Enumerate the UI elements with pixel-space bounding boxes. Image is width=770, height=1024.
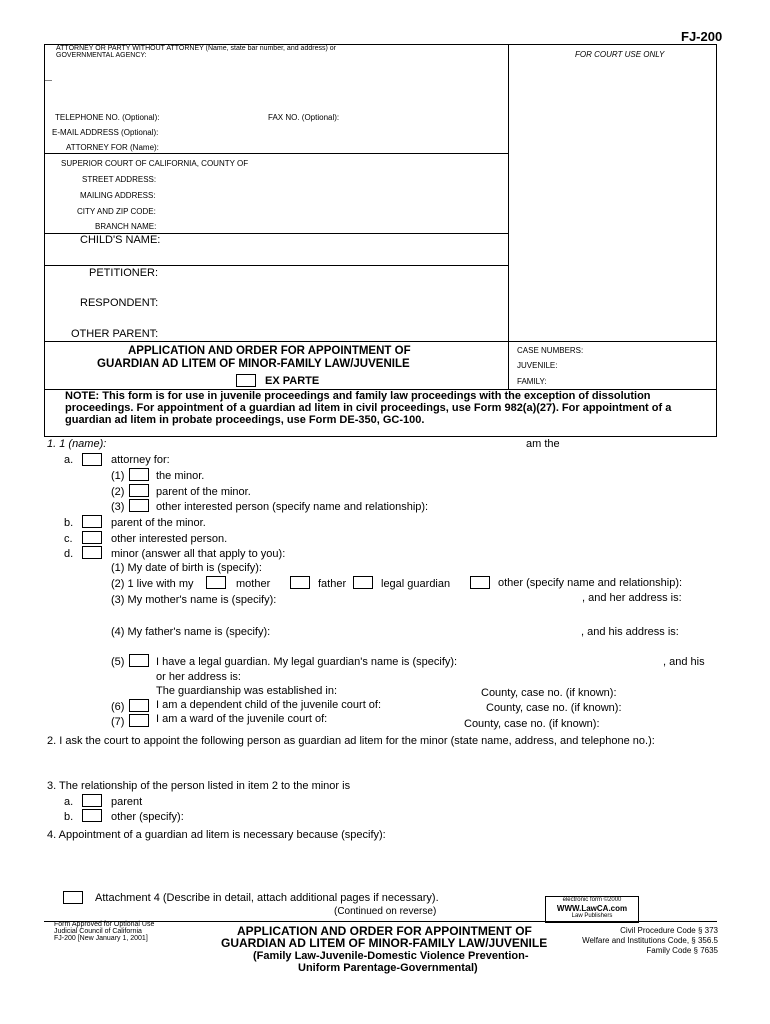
street-label: STREET ADDRESS: [82,175,157,184]
case-numbers-label: CASE NUMBERS: [517,346,584,355]
item1-intro: 1. 1 (name): [47,438,107,450]
footer-title-line4: Uniform Parentage-Governmental) [298,962,478,974]
item1c-checkbox[interactable] [82,531,102,544]
other-parent-label: OTHER PARENT: [71,328,159,340]
legal-guardian-checkbox[interactable] [353,576,373,589]
attachment-text: Attachment 4 (Describe in detail, attach additional pages if necessary). [95,892,439,904]
am-the-label: am the [526,438,560,450]
mailing-label: MAILING ADDRESS: [80,191,156,200]
ex-parte-checkbox[interactable] [236,374,256,387]
attorney-label: ATTORNEY OR PARTY WITHOUT ATTORNEY (Name, state bar number, and address) or GOVERNMENTAL AGENCY: [56,45,336,59]
court-use-label: FOR COURT USE ONLY [575,50,665,59]
item1d-checkbox[interactable] [82,546,102,559]
the-minor-checkbox[interactable] [129,468,149,481]
item3-parent-checkbox[interactable] [82,794,102,807]
item3-other-checkbox[interactable] [82,809,102,822]
juvenile-label: JUVENILE: [517,361,558,370]
publisher-stamp: electronic form ©2000 WWW.LawCA.com Law Publishers [545,896,639,923]
item1b-checkbox[interactable] [82,515,102,528]
note-line2: proceedings. For appointment of a guardian ad litem in civil proceedings, use Form 982(a)(27). For appointment of a [65,402,672,414]
ward-checkbox[interactable] [129,714,149,727]
parent-of-minor-checkbox[interactable] [129,484,149,497]
note-line1: NOTE: This form is for use in juvenile proceedings and family law proceedings with the exception of dissolution [65,390,651,402]
father-checkbox[interactable] [290,576,310,589]
fathers-name-label: (4) My father's name is (specify): [111,626,271,638]
approval-block: Form Approved for Optional Use Judicial Council of California FJ-200 [New January 1, 2001] [54,921,155,942]
title-line2: GUARDIAN AD LITEM OF MINOR-FAMILY LAW/JUVENILE [97,358,410,370]
title-line1: APPLICATION AND ORDER FOR APPOINTMENT OF [128,345,411,357]
header-left-border [44,44,45,437]
attorney-for-label: ATTORNEY FOR (Name): [66,143,159,152]
note-line3: guardian ad litem in probate proceedings, use Form DE-350, GC-100. [65,414,425,426]
other-relationship-checkbox[interactable] [470,576,490,589]
mother-checkbox[interactable] [206,576,226,589]
email-label: E-MAIL ADDRESS (Optional): [52,128,159,137]
form-id: FJ-200 [681,29,723,44]
item2-text: 2. I ask the court to appoint the following person as guardian ad litem for the minor (state name, address, and telephone no.): [47,735,655,747]
attorney-for-checkbox[interactable] [82,453,102,466]
respondent-label: RESPONDENT: [80,297,159,309]
item3-text: 3. The relationship of the person listed in item 2 to the minor is [47,780,351,792]
city-zip-label: CITY AND ZIP CODE: [77,207,156,216]
childs-name-label: CHILD'S NAME: [80,234,161,246]
mothers-name-label: (3) My mother's name is (specify): [111,594,277,606]
branch-label: BRANCH NAME: [95,222,157,231]
court-label: SUPERIOR COURT OF CALIFORNIA, COUNTY OF [61,159,249,168]
dependent-child-checkbox[interactable] [129,699,149,712]
header-column-divider [508,44,509,389]
continued-label: (Continued on reverse) [334,906,437,917]
legal-guardian-name-checkbox[interactable] [129,654,149,667]
ex-parte-label: EX PARTE [265,375,320,387]
item4-text: 4. Appointment of a guardian ad litem is necessary because (specify): [47,829,386,841]
footer-title-line1: APPLICATION AND ORDER FOR APPOINTMENT OF [237,924,532,938]
attorney-for-text: attorney for: [111,454,170,466]
code-references: Civil Procedure Code § 373 Welfare and Institutions Code, § 356.5 Family Code § 7635 [582,926,718,955]
petitioner-label: PETITIONER: [89,267,159,279]
footer-title-line2: GUARDIAN AD LITEM OF MINOR-FAMILY LAW/JUVENILE [221,936,548,950]
header-right-border [716,44,717,437]
attachment-checkbox[interactable] [63,891,83,904]
other-interested-person-checkbox[interactable] [129,499,149,512]
family-label: FAMILY: [517,377,547,386]
date-of-birth-label: (1) My date of birth is (specify): [111,562,262,574]
footer-title-line3: (Family Law-Juvenile-Domestic Violence Prevention- [253,950,529,962]
fax-label: FAX NO. (Optional): [268,113,340,122]
telephone-label: TELEPHONE NO. (Optional): [55,113,160,122]
